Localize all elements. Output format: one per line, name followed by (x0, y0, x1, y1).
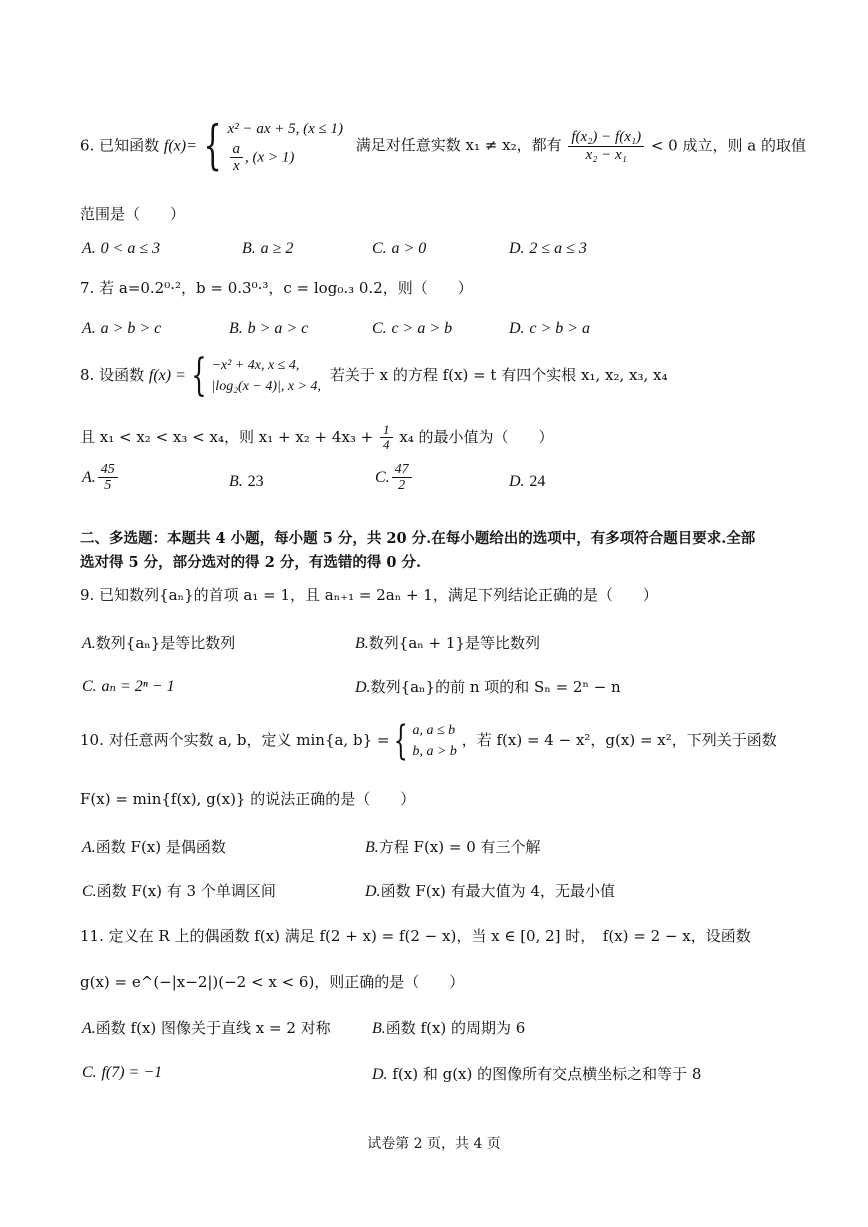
q6-option-b[interactable]: B. a ≥ 2 (242, 240, 294, 257)
q8-line2-pre: 且 x₁ < x₂ < x₃ < x₄，则 x₁ + x₂ + 4x₃ + (80, 427, 374, 446)
q8-line1 (80, 350, 668, 401)
q6-frac-den: x₂ − x₁ (585, 146, 627, 163)
q6-line2: 范围是（ ） (80, 205, 186, 223)
q8-brace: { (190, 350, 207, 401)
page-footer: 试卷第 2 页，共 4 页 (367, 1136, 501, 1152)
section2-line2: 选对得 5 分，部分选对的得 2 分，有选错的得 0 分. (80, 554, 422, 571)
q9-text: 已知数列{aₙ}的首项 a₁ = 1，且 aₙ₊₁ = 2aₙ + 1，满足下列结论正确的是（ ） (99, 586, 658, 604)
q9-option-c[interactable]: C. aₙ = 2ⁿ − 1 (82, 678, 175, 695)
q6-cases (228, 118, 343, 175)
q11-number: 11. (80, 927, 104, 945)
q7-option-d[interactable]: D. c > b > a (509, 320, 591, 337)
q10-brace: { (393, 718, 408, 764)
q11-option-a[interactable]: A.函数 f(x) 图像关于直线 x = 2 对称 (82, 1019, 331, 1037)
q6-line1 (80, 118, 806, 175)
q8-func: f(x) = (148, 367, 186, 384)
q6-func: f(x)= (163, 137, 197, 155)
q10-number: 10. (80, 731, 104, 749)
q7-line1 (80, 279, 473, 297)
q8-line2 (80, 423, 554, 453)
q6-option-a[interactable]: A. 0 < a ≤ 3 (82, 240, 161, 257)
q11-option-c[interactable]: C. f(7) = −1 (82, 1064, 163, 1081)
q8-case1: −x² + 4x, x ≤ 4, (211, 358, 300, 373)
q9-option-b[interactable]: B.数列{aₙ + 1}是等比数列 (355, 634, 540, 652)
q10-suffix: ，若 f(x) = 4 − x²，g(x) = x²，下列关于函数 (461, 731, 777, 749)
q7-option-c[interactable]: C. c > a > b (372, 320, 453, 337)
q6-case1: x² − ax + 5, (x ≤ 1) (227, 121, 343, 137)
q8-option-b[interactable]: B. 23 (229, 473, 264, 490)
q6-case2-cond: , (x > 1) (245, 148, 295, 165)
q8-line2-frac-den: 4 (383, 437, 390, 453)
q11-line2: g(x) = e^(−|x−2|)(−2 < x < 6)，则正确的是（ ） (80, 973, 465, 991)
q10-line1 (80, 720, 777, 762)
q8-option-c[interactable]: C. $\frac{47}{2}$ (375, 462, 414, 494)
q10-option-c[interactable]: C.函数 F(x) 有 3 个单调区间 (82, 882, 276, 900)
q6-suffix: < 0 成立，则 a 的取值 (650, 136, 806, 155)
q6-option-d[interactable]: D. 2 ≤ a ≤ 3 (509, 240, 587, 257)
q9-option-d[interactable]: D.数列{aₙ}的前 n 项的和 Sₙ = 2ⁿ − n (355, 678, 621, 696)
q7-option-a[interactable]: A. a > b > c (82, 320, 162, 337)
q8-option-d[interactable]: D. 24 (509, 473, 546, 490)
q9-line1 (80, 586, 658, 604)
q10-case2: b, a > b (412, 744, 457, 759)
q9-number: 9. (80, 586, 95, 604)
q7-text: 若 a=0.2⁰·²，b = 0.3⁰·³，c = log₀.₃ 0.2，则（ ） (99, 279, 473, 297)
q8-line2-post: x₄ 的最小值为（ ） (399, 427, 554, 446)
q8-option-a[interactable]: A. $\frac{45}{5}$ (82, 462, 120, 494)
q10-option-a[interactable]: A.函数 F(x) 是偶函数 (82, 838, 226, 856)
q11-option-b[interactable]: B.函数 f(x) 的周期为 6 (372, 1019, 526, 1037)
q9-option-a[interactable]: A.数列{aₙ}是等比数列 (82, 634, 236, 652)
q10-option-d[interactable]: D.函数 F(x) 有最大值为 4，无最小值 (365, 882, 615, 900)
q11-text: 定义在 R 上的偶函数 f(x) 满足 f(2 + x) = f(2 − x)，当 x ∈ [0, 2] 时， f(x) = 2 − x，设函数 (108, 927, 751, 945)
q11-option-d[interactable]: D. f(x) 和 g(x) 的图像所有交点横坐标之和等于 8 (372, 1065, 702, 1083)
q6-case2-den: x (232, 158, 240, 174)
q6-number: 6. (80, 136, 95, 155)
q8-cases (211, 355, 321, 397)
q6-brace: { (203, 116, 222, 177)
q8-suffix: 若关于 x 的方程 f(x) = t 有四个实根 x₁, x₂, x₃, x₄ (329, 366, 668, 384)
q7-option-b[interactable]: B. b > a > c (229, 320, 309, 337)
q11-line1 (80, 927, 751, 945)
q10-prefix: 对任意两个实数 a, b，定义 min{a, b} = (108, 731, 390, 749)
q6-case2 (228, 141, 343, 175)
q6-case2-num: a (230, 141, 244, 159)
q10-case1: a, a ≤ b (412, 723, 456, 738)
q8-number: 8. (80, 366, 95, 384)
q6-middle: 满足对任意实数 x₁ ≠ x₂，都有 (355, 136, 562, 155)
q10-cases (412, 720, 456, 762)
q8-line2-frac-num: 1 (380, 423, 393, 438)
q7-number: 7. (80, 279, 95, 297)
q10-line2: F(x) = min{f(x), g(x)} 的说法正确的是（ ） (80, 790, 416, 808)
q6-prefix: 已知函数 (99, 136, 160, 155)
q6-frac-num: f(x₂) − f(x₁) (568, 129, 644, 147)
section2-line1: 二、多选题：本题共 4 小题，每小题 5 分，共 20 分.在每小题给出的选项中，有多项符合题目要求.全部 (80, 530, 756, 547)
q6-option-c[interactable]: C. a > 0 (372, 240, 427, 257)
q10-option-b[interactable]: B.方程 F(x) = 0 有三个解 (365, 838, 541, 856)
q8-case2: |log₂(x − 4)|, x > 4, (211, 379, 322, 394)
q8-prefix: 设函数 (99, 366, 145, 384)
